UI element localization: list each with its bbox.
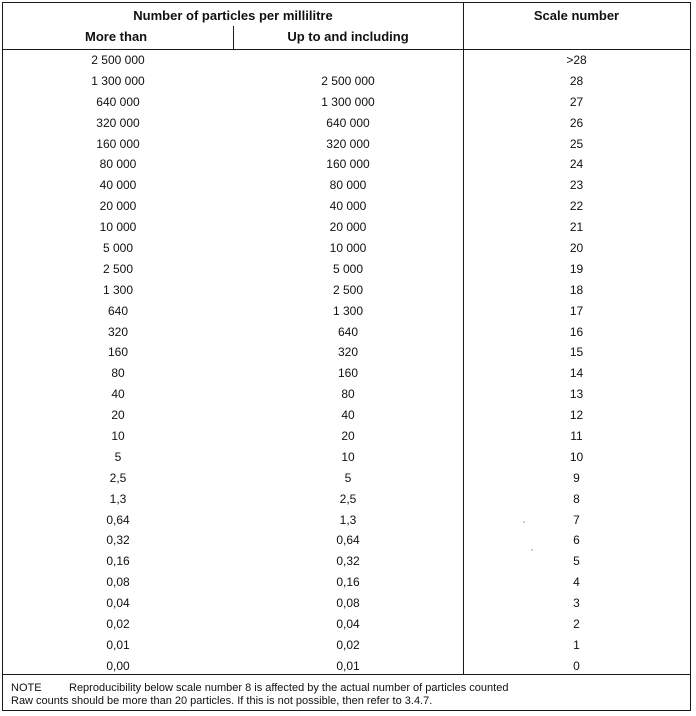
cell-up-to: 2 500 000	[321, 73, 375, 88]
cell-up-to: 0,64	[336, 533, 360, 548]
cell-more-than: 160 000	[96, 136, 140, 151]
cell-more-than: 10 000	[99, 220, 137, 235]
cell-scale-number: 17	[569, 303, 584, 318]
cell-scale-number: 23	[569, 178, 584, 193]
table-row	[3, 259, 690, 280]
cell-up-to: 20 000	[329, 220, 367, 235]
cell-more-than: 5	[114, 449, 122, 464]
table-body	[3, 50, 690, 677]
cell-more-than: 320 000	[96, 115, 140, 130]
header-up-to: Up to and including	[287, 29, 409, 44]
cell-up-to: 320 000	[326, 136, 370, 151]
cell-scale-number: 2	[573, 617, 580, 632]
cell-up-to: 1,3	[339, 512, 357, 527]
cell-up-to: 1 300	[332, 303, 364, 318]
cell-more-than: 0,02	[106, 617, 130, 632]
header-more-than: More than	[85, 29, 148, 44]
cell-scale-number: 18	[569, 282, 584, 297]
cell-up-to: 320	[337, 345, 359, 360]
cell-scale-number: 24	[569, 157, 584, 172]
scan-speck	[523, 521, 525, 523]
cell-up-to: 0,04	[336, 617, 360, 632]
cell-scale-number: 9	[573, 470, 580, 485]
table-row	[3, 71, 690, 92]
cell-more-than: 0,16	[106, 554, 130, 569]
cell-up-to: 0,16	[336, 575, 360, 590]
table-row	[3, 134, 690, 155]
cell-up-to: 40	[341, 408, 355, 423]
cell-more-than: 5 000	[102, 241, 134, 256]
table-row	[3, 426, 690, 447]
cell-more-than: 640	[107, 303, 129, 318]
cell-more-than: 0,00	[106, 658, 130, 673]
cell-scale-number: 6	[573, 533, 580, 548]
header-scale-number: Scale number	[533, 8, 620, 23]
cell-up-to: 40 000	[329, 199, 367, 214]
cell-scale-number: 8	[573, 491, 580, 506]
particle-count-table	[2, 2, 691, 711]
cell-scale-number: 22	[569, 199, 584, 214]
table-row	[3, 280, 690, 301]
cell-scale-number: 7	[573, 512, 580, 527]
table-row	[3, 635, 690, 656]
cell-scale-number: 4	[573, 575, 580, 590]
table-row	[3, 572, 690, 593]
cell-up-to: 160	[337, 366, 359, 381]
cell-more-than: 1 300	[102, 282, 134, 297]
cell-up-to: 80 000	[329, 178, 367, 193]
cell-more-than: 0,01	[106, 637, 130, 652]
table-row	[3, 322, 690, 343]
cell-scale-number: 0	[573, 658, 580, 673]
cell-more-than: 0,64	[106, 512, 130, 527]
cell-up-to: 20	[341, 429, 355, 444]
cell-more-than: 0,04	[106, 596, 130, 611]
table-row	[3, 468, 690, 489]
cell-more-than: 20	[111, 408, 125, 423]
table-row	[3, 593, 690, 614]
table-row	[3, 217, 690, 238]
cell-up-to: 160 000	[326, 157, 370, 172]
cell-up-to: 2,5	[339, 491, 357, 506]
table-row	[3, 510, 690, 531]
table-row	[3, 154, 690, 175]
cell-more-than: 40	[111, 387, 125, 402]
cell-up-to: 0,01	[336, 658, 360, 673]
cell-more-than: 1 300 000	[91, 73, 145, 88]
cell-scale-number: 14	[569, 366, 584, 381]
cell-more-than: 2,5	[109, 470, 127, 485]
table-row	[3, 614, 690, 635]
table-row	[3, 384, 690, 405]
cell-scale-number: >28	[566, 53, 587, 67]
note-line-1: Reproducibility below scale number 8 is affected by the actual number of particles counted	[69, 682, 509, 694]
cell-scale-number: 5	[573, 554, 580, 569]
cell-more-than: 640 000	[96, 94, 140, 109]
cell-more-than: 2 500	[102, 261, 134, 276]
table-note	[11, 682, 683, 708]
cell-up-to: 5	[344, 470, 352, 485]
table-row	[3, 175, 690, 196]
cell-scale-number: 11	[570, 429, 583, 444]
cell-up-to: 0,08	[336, 596, 360, 611]
cell-up-to: 640 000	[326, 115, 370, 130]
cell-scale-number: 25	[569, 136, 584, 151]
table-row	[3, 113, 690, 134]
cell-scale-number: 3	[573, 596, 580, 611]
cell-scale-number: 1	[573, 637, 580, 652]
cell-more-than: 20 000	[99, 199, 137, 214]
cell-up-to: 10	[341, 449, 355, 464]
table-row	[3, 50, 690, 71]
cell-scale-number: 21	[569, 220, 584, 235]
cell-scale-number: 27	[569, 94, 584, 109]
cell-scale-number: 28	[569, 73, 584, 88]
cell-up-to: 1 300 000	[321, 94, 375, 109]
cell-more-than: 10	[111, 429, 125, 444]
cell-scale-number: 19	[569, 261, 584, 276]
table-row	[3, 530, 690, 551]
cell-scale-number: 26	[569, 115, 584, 130]
cell-more-than: 160	[107, 345, 129, 360]
table-row	[3, 405, 690, 426]
cell-up-to: 2 500	[332, 282, 364, 297]
cell-more-than: 40 000	[99, 178, 137, 193]
table-row	[3, 551, 690, 572]
cell-up-to: 0,32	[336, 554, 360, 569]
cell-more-than: 0,32	[106, 533, 130, 548]
table-row	[3, 363, 690, 384]
cell-up-to: 5 000	[332, 261, 364, 276]
table-row	[3, 447, 690, 468]
cell-up-to: 0,02	[336, 637, 360, 652]
cell-more-than: 2 500 000	[91, 53, 145, 67]
cell-scale-number: 20	[569, 241, 584, 256]
table-row	[3, 342, 690, 363]
cell-up-to: 80	[341, 387, 355, 402]
note-line-2: Raw counts should be more than 20 particles. If this is not possible, then refer to 3.4.7.	[11, 695, 433, 707]
cell-more-than: 1,3	[109, 491, 127, 506]
cell-up-to: 10 000	[329, 241, 367, 256]
cell-more-than: 320	[107, 324, 129, 339]
cell-scale-number: 15	[569, 345, 584, 360]
table-row	[3, 656, 690, 677]
cell-scale-number: 10	[569, 449, 584, 464]
table-row	[3, 301, 690, 322]
scan-speck	[531, 549, 533, 551]
table-row	[3, 92, 690, 113]
note-label: NOTE	[11, 682, 42, 694]
table-row	[3, 489, 690, 510]
table-row	[3, 238, 690, 259]
cell-scale-number: 12	[569, 408, 584, 423]
cell-more-than: 80	[111, 366, 125, 381]
cell-up-to: 640	[337, 324, 359, 339]
header-group-title: Number of particles per millilitre	[133, 8, 333, 23]
table-row	[3, 196, 690, 217]
cell-scale-number: 13	[569, 387, 584, 402]
cell-more-than: 80 000	[99, 157, 137, 172]
cell-more-than: 0,08	[106, 575, 130, 590]
cell-scale-number: 16	[569, 324, 584, 339]
